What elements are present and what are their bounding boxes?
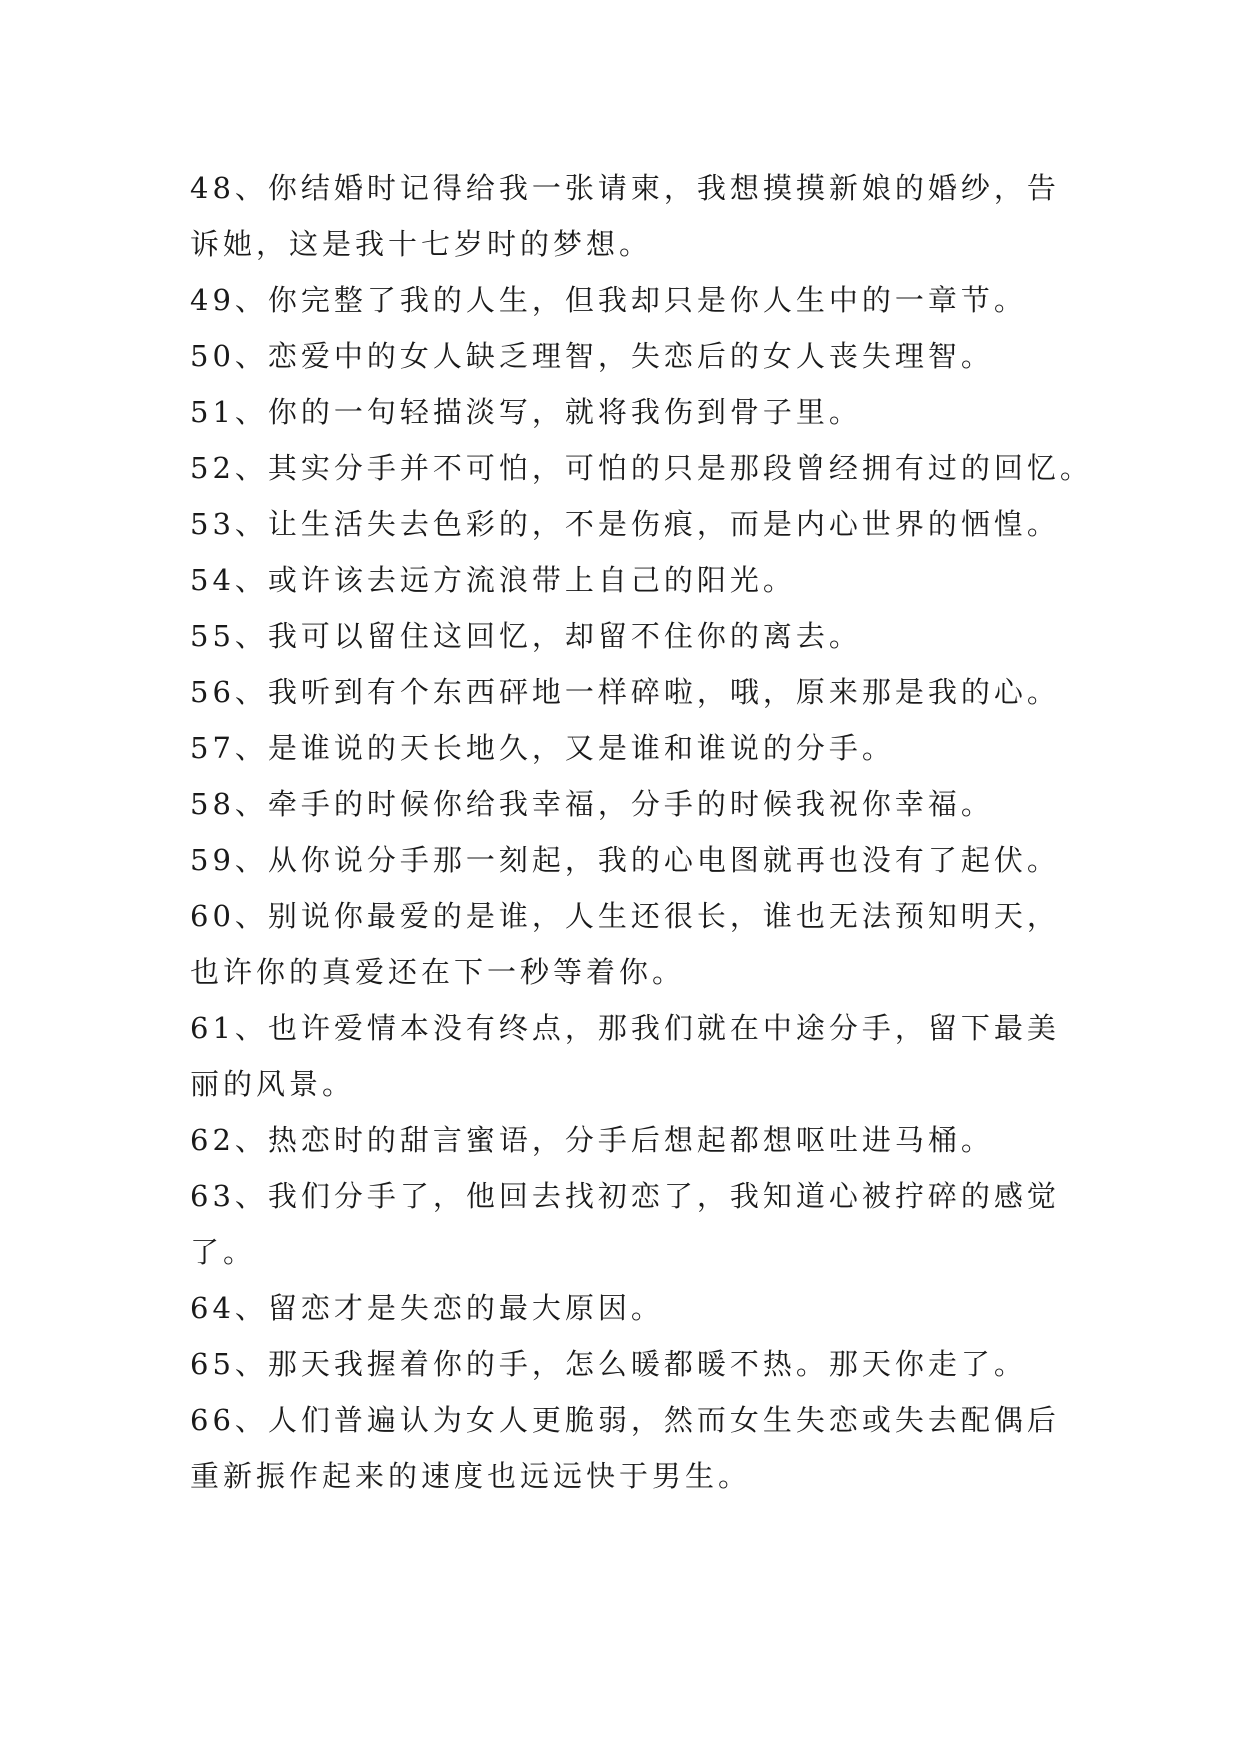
text-line: 60、别说你最爱的是谁，人生还很长，谁也无法预知明天， xyxy=(190,899,1060,933)
text-line: 61、也许爱情本没有终点，那我们就在中途分手，留下最美 xyxy=(190,1011,1060,1045)
text-line: 63、我们分手了，他回去找初恋了，我知道心被拧碎的感觉 xyxy=(190,1179,1060,1213)
text-line: 了。 xyxy=(190,1235,257,1269)
text-line: 66、人们普遍认为女人更脆弱，然而女生失恋或失去配偶后 xyxy=(190,1403,1060,1437)
text-line: 50、恋爱中的女人缺乏理智，失恋后的女人丧失理智。 xyxy=(190,339,994,373)
text-line: 48、你结婚时记得给我一张请柬，我想摸摸新娘的婚纱，告 xyxy=(190,171,1060,205)
text-line: 64、留恋才是失恋的最大原因。 xyxy=(190,1291,664,1325)
document-body xyxy=(190,160,1093,1504)
text-line: 62、热恋时的甜言蜜语，分手后想起都想呕吐进马桶。 xyxy=(190,1123,994,1157)
text-line: 51、你的一句轻描淡写，就将我伤到骨子里。 xyxy=(190,395,862,429)
text-line: 53、让生活失去色彩的，不是伤痕，而是内心世界的恓惶。 xyxy=(190,507,1060,541)
text-line: 56、我听到有个东西砰地一样碎啦，哦，原来那是我的心。 xyxy=(190,675,1060,709)
text-line: 丽的风景。 xyxy=(190,1067,356,1101)
text-line: 65、那天我握着你的手，怎么暖都暖不热。那天你走了。 xyxy=(190,1347,1027,1381)
text-line: 55、我可以留住这回忆，却留不住你的离去。 xyxy=(190,619,862,653)
text-line: 也许你的真爱还在下一秒等着你。 xyxy=(190,955,686,989)
text-line: 49、你完整了我的人生，但我却只是你人生中的一章节。 xyxy=(190,283,1027,317)
text-line: 54、或许该去远方流浪带上自己的阳光。 xyxy=(190,563,796,597)
text-line: 诉她，这是我十七岁时的梦想。 xyxy=(190,227,653,261)
text-line: 重新振作起来的速度也远远快于男生。 xyxy=(190,1459,752,1493)
text-line: 59、从你说分手那一刻起，我的心电图就再也没有了起伏。 xyxy=(190,843,1060,877)
text-line: 57、是谁说的天长地久，又是谁和谁说的分手。 xyxy=(190,731,895,765)
text-line: 52、其实分手并不可怕，可怕的只是那段曾经拥有过的回忆。 xyxy=(190,451,1093,485)
text-line: 58、牵手的时候你给我幸福，分手的时候我祝你幸福。 xyxy=(190,787,994,821)
